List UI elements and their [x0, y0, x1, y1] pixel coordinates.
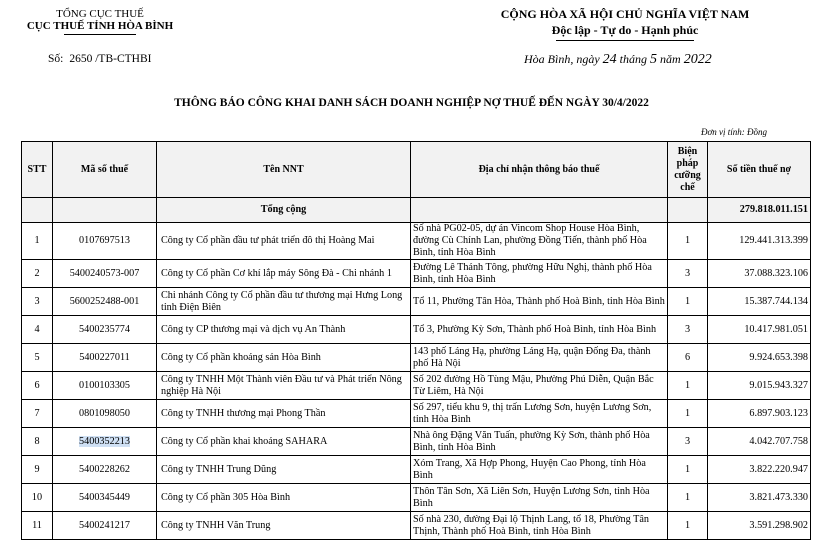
row-address: Số 202 đường Hồ Tùng Mậu, Phường Phú Diễn, Quận Bắc Từ Liêm, Hà Nội	[411, 372, 668, 400]
document-date	[524, 52, 712, 68]
row-address: Số 297, tiểu khu 9, thị trấn Lương Sơn, huyện Lương Sơn, tỉnh Hòa Bình	[411, 400, 668, 428]
row-debt-amount: 15.387.744.134	[708, 288, 811, 316]
col-header-debt-amount: Số tiền thuế nợ	[708, 142, 811, 198]
national-header	[460, 7, 790, 41]
table-row	[22, 223, 811, 260]
document-number	[48, 53, 151, 65]
row-stt: 11	[22, 512, 53, 540]
document-title: THÔNG BÁO CÔNG KHAI DANH SÁCH DOANH NGHIỆP NỢ THUẾ ĐẾN NGÀY 30/4/2022	[174, 97, 649, 109]
row-stt: 7	[22, 400, 53, 428]
date-thang-label: tháng	[619, 52, 648, 66]
row-tax-code	[53, 428, 157, 456]
row-enforcement-measure: 1	[668, 288, 708, 316]
document-number-label: Số:	[48, 53, 64, 65]
col-header-taxpayer-name: Tên NNT	[157, 142, 411, 198]
row-debt-amount: 10.417.981.051	[708, 316, 811, 344]
motto-underline	[556, 40, 694, 41]
row-tax-code: 5400227011	[53, 344, 157, 372]
national-motto: Độc lập - Tự do - Hạnh phúc	[551, 23, 699, 37]
col-header-tax-code: Mã số thuế	[53, 142, 157, 198]
total-empty-mst	[53, 198, 157, 223]
row-stt: 3	[22, 288, 53, 316]
row-enforcement-measure: 1	[668, 456, 708, 484]
row-address: Tổ 11, Phường Tân Hòa, Thành phố Hoà Bình, tỉnh Hòa Bình	[411, 288, 668, 316]
table-row	[22, 400, 811, 428]
agency-header	[0, 8, 200, 35]
row-taxpayer-name: Công ty TNHH Một Thành viên Đầu tư và Phát triển Nông nghiệp Hà Nội	[157, 372, 411, 400]
tax-debt-table	[21, 141, 811, 540]
document-number-value: 2650 /TB-CTHBI	[69, 53, 152, 65]
table-row	[22, 260, 811, 288]
date-day: 24	[602, 52, 617, 67]
row-enforcement-measure: 1	[668, 400, 708, 428]
row-stt: 6	[22, 372, 53, 400]
row-stt: 2	[22, 260, 53, 288]
row-taxpayer-name: Công ty Cổ phần đầu tư phát triển đô thị Hoàng Mai	[157, 223, 411, 260]
row-tax-code: 5400240573-007	[53, 260, 157, 288]
total-empty-stt	[22, 198, 53, 223]
row-taxpayer-name: Công ty TNHH thương mại Phong Thần	[157, 400, 411, 428]
table-row	[22, 512, 811, 540]
row-stt: 10	[22, 484, 53, 512]
table-row	[22, 456, 811, 484]
table-row	[22, 428, 811, 456]
row-enforcement-measure: 3	[668, 428, 708, 456]
row-taxpayer-name: Công ty Cổ phần khai khoáng SAHARA	[157, 428, 411, 456]
row-tax-code: 5400241217	[53, 512, 157, 540]
row-tax-code: 0107697513	[53, 223, 157, 260]
row-stt: 4	[22, 316, 53, 344]
table-row	[22, 288, 811, 316]
date-year: 2022	[683, 52, 712, 67]
total-amount: 279.818.011.151	[708, 198, 811, 223]
row-stt: 5	[22, 344, 53, 372]
row-taxpayer-name: Công ty TNHH Văn Trung	[157, 512, 411, 540]
row-debt-amount: 3.821.473.330	[708, 484, 811, 512]
row-address: Thôn Tân Sơn, Xã Liên Sơn, Huyện Lương Sơn, tỉnh Hòa Bình	[411, 484, 668, 512]
row-taxpayer-name: Công ty Cổ phần Cơ khí lắp máy Sông Đà - Chi nhánh 1	[157, 260, 411, 288]
row-stt: 8	[22, 428, 53, 456]
row-taxpayer-name: Công ty CP thương mại và dịch vụ An Thành	[157, 316, 411, 344]
row-tax-code: 0801098050	[53, 400, 157, 428]
country-name: CỘNG HÒA XÃ HỘI CHỦ NGHĨA VIỆT NAM	[500, 7, 750, 21]
row-enforcement-measure: 1	[668, 512, 708, 540]
total-empty-address	[411, 198, 668, 223]
agency-parent: TỔNG CỤC THUẾ	[56, 8, 144, 20]
row-address: Tổ 3, Phường Kỳ Sơn, Thành phố Hoà Bình, tỉnh Hòa Bình	[411, 316, 668, 344]
row-tax-code: 5600252488-001	[53, 288, 157, 316]
row-debt-amount: 129.441.313.399	[708, 223, 811, 260]
row-debt-amount: 37.088.323.106	[708, 260, 811, 288]
row-taxpayer-name: Công ty TNHH Trung Dũng	[157, 456, 411, 484]
row-address: 143 phố Láng Hạ, phường Láng Hạ, quận Đống Đa, thành phố Hà Nội	[411, 344, 668, 372]
row-tax-code: 5400235774	[53, 316, 157, 344]
row-enforcement-measure: 1	[668, 484, 708, 512]
row-debt-amount: 9.015.943.327	[708, 372, 811, 400]
row-enforcement-measure: 3	[668, 260, 708, 288]
date-ngay-label: ngày	[576, 52, 600, 66]
row-tax-code: 5400228262	[53, 456, 157, 484]
total-row	[22, 198, 811, 223]
total-empty-measure	[668, 198, 708, 223]
row-address: Số nhà 230, đường Đại lộ Thịnh Lang, tổ 18, Phường Tân Thịnh, Thành phố Hoà Bình, tỉnh Hòa Bình	[411, 512, 668, 540]
table-row	[22, 344, 811, 372]
table-row	[22, 484, 811, 512]
row-enforcement-measure: 1	[668, 223, 708, 260]
row-debt-amount: 3.822.220.947	[708, 456, 811, 484]
row-taxpayer-name: Chi nhánh Công ty Cổ phần đầu tư thương mại Hưng Long tỉnh Điện Biên	[157, 288, 411, 316]
agency-underline	[64, 34, 136, 35]
row-address: Xóm Trang, Xã Hợp Phong, Huyện Cao Phong, tỉnh Hòa Bình	[411, 456, 668, 484]
table-header-row	[22, 142, 811, 198]
date-nam-label: năm	[660, 52, 681, 66]
col-header-address: Địa chỉ nhận thông báo thuế	[411, 142, 668, 198]
row-tax-code: 5400345449	[53, 484, 157, 512]
table-row	[22, 316, 811, 344]
row-debt-amount: 6.897.903.123	[708, 400, 811, 428]
unit-note: Đơn vị tính: Đồng	[700, 127, 767, 137]
agency-name: CỤC THUẾ TỈNH HÒA BÌNH	[26, 20, 174, 32]
row-stt: 9	[22, 456, 53, 484]
total-label: Tổng cộng	[157, 198, 411, 223]
row-debt-amount: 9.924.653.398	[708, 344, 811, 372]
row-enforcement-measure: 6	[668, 344, 708, 372]
date-place: Hòa Bình,	[524, 52, 574, 66]
row-enforcement-measure: 3	[668, 316, 708, 344]
row-stt: 1	[22, 223, 53, 260]
date-month: 5	[650, 52, 658, 67]
row-taxpayer-name: Công ty Cổ phần 305 Hòa Bình	[157, 484, 411, 512]
col-header-enforcement-measure: Biện pháp cưỡng chế	[668, 142, 708, 198]
row-address: Đường Lê Thánh Tông, phường Hữu Nghị, thành phố Hòa Bình, tỉnh Hòa Bình	[411, 260, 668, 288]
table-row	[22, 372, 811, 400]
row-tax-code: 0100103305	[53, 372, 157, 400]
row-enforcement-measure: 1	[668, 372, 708, 400]
row-address: Số nhà PG02-05, dự án Vincom Shop House Hòa Bình, đường Cù Chính Lan, phường Đồng Tiến, thành phố Hòa Bình, tỉnh Hòa Bình	[411, 223, 668, 260]
row-taxpayer-name: Công ty Cổ phần khoáng sản Hòa Bình	[157, 344, 411, 372]
row-address: Nhà ông Đặng Văn Tuấn, phường Kỳ Sơn, thành phố Hòa Bình, tỉnh Hòa Bình	[411, 428, 668, 456]
row-debt-amount: 4.042.707.758	[708, 428, 811, 456]
selected-tax-code[interactable]: 5400352213	[79, 435, 130, 447]
col-header-stt: STT	[22, 142, 53, 198]
row-debt-amount: 3.591.298.902	[708, 512, 811, 540]
